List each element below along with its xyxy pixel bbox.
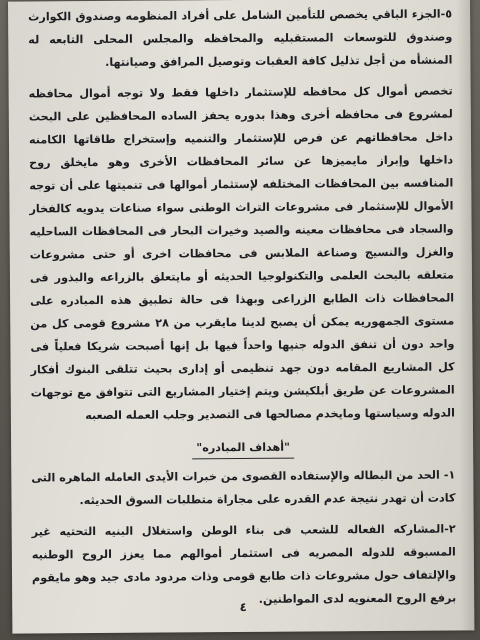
- goals-heading-text: "أهداف المبادره": [192, 438, 294, 460]
- goals-heading: [31, 435, 455, 461]
- document-page: [8, 0, 474, 634]
- goal-1-paragraph: ١- الحد من البطاله والإستفاده القصوى من خبرات الأيدى العامله الماهره التى كادت أن تهدر نتيجة عدم القدره على مجاراة متطلبات السوق الحديثه.: [31, 468, 456, 508]
- section-5-paragraph: ٥-الجزء الباقي يخصص للتأمين الشامل على أفراد المنظومه وصندوق الكوارث وصندوق للتوسعات المستقبليه والمحافظه والمجلس المحلى التابعه له المنشأه من أجل تذليل كافة العقبات وتوصيل المرافق وصيانتها.: [28, 7, 453, 69]
- goal-2-paragraph: ٢-المشاركه الفعاله للشعب فى بناء الوطن واستغلال البنيه التحتيه غير المسبوقه للدوله المصريه فى استثمار أموالهم مما يعزز الروح الوطنيه والإلتفاف حول مشروعات ذات طابع قومى وذات مردود مادى جيد وهو مايقوم برفع الروح المعنويه لدى المواطنين.: [31, 522, 457, 606]
- page-number: ٤: [239, 599, 247, 615]
- main-paragraph: تخصص أموال كل محافظه للإستثمار داخلها فقط ولا توجه أموال محافظه لمشروع فى محافظه أخرى وهذا بدوره يحفز الساده المحافظين على البحث داخل محافظاتهم عن فرص للإستثمار والتنميه وإستخراج طاقاتها الكامنه داخلها وإبراز مايميزها عن سائر المحافظات الأخرى وهو مايخلق روح المنافسه بين المحافظات المختلفه لإستثمار أموالها فى تنميتها على أن توجه الأموال للإستثمار فى مشروعات التراث الوطنى سواء صناعات يدويه كالفخار والسجاد فى محافظات معينه والصيد وخيرات البحار فى المحافظات الساحليه والغزل والنسيج وصناعة الملابس فى محافظات اخرى أو حتى مشروعات متعلقه بالبحث العلمى والتكنولوجيا الحديثه أو مايتعلق بالزراعه والبذور فى المحافظات ذات الطابع الزراعى وبهذا فى حالة تطبيق هذه المبادره على مستوى الجمهوريه يمكن أن يصبح لدينا مايقرب من ٢٨ مشروع قومى كل من واحد دون أن تنفق الدوله جنيها واحداً فيها بل إنها أصبحت شريكا فعلياً فى كل المشاريع المقامه دون جهد تنظيمى أو إدارى بحيث تتلقى البنوك أفكار المشروعات عن طريق أبلكيشن ويتم إختيار المشاريع التى تتوافق مع توجهات الدوله وسياستها ومايخدم مصالحها فى التصدير وجلب العمله الصعبه: [28, 84, 455, 423]
- document-body: [28, 3, 456, 613]
